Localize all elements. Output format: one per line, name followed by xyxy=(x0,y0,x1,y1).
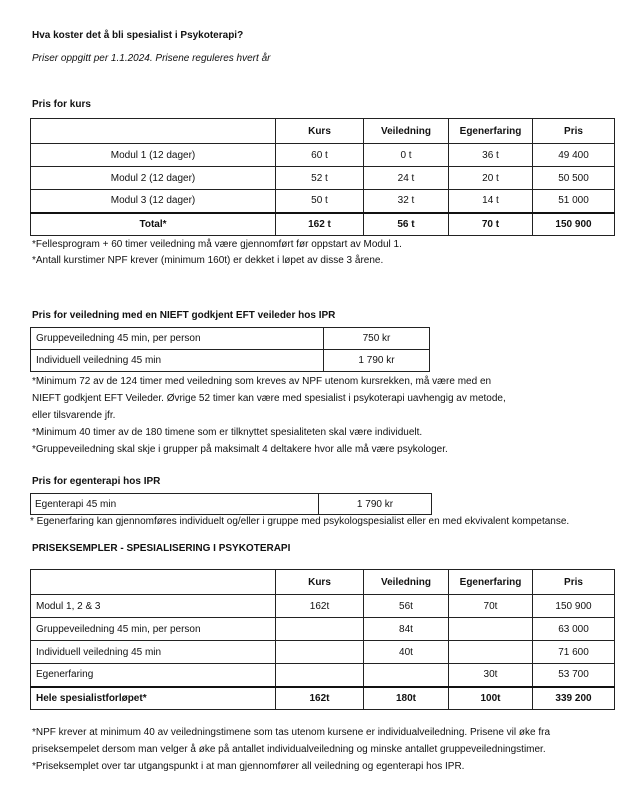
table-cell: 84t xyxy=(364,618,449,641)
header-cell: Pris xyxy=(533,119,615,144)
footnote: *NPF krever at minimum 40 av veiledningstimene som tas utenom kursene er individualveiledning. Prisene vil øke fra xyxy=(32,727,551,738)
header-cell: Kurs xyxy=(276,570,364,595)
table-cell: 1 790 kr xyxy=(319,494,432,515)
table-cell: 52 t xyxy=(276,167,364,190)
table-cell: 53 700 xyxy=(533,664,615,687)
footnote: *Gruppeveiledning skal skje i grupper på maksimalt 4 deltakere hvor alle må være psykologer. xyxy=(32,444,448,455)
table-cell xyxy=(276,618,364,641)
course-price-heading: Pris for kurs xyxy=(32,99,91,110)
table-cell: Gruppeveiledning 45 min, per person xyxy=(31,618,276,641)
table-cell: 36 t xyxy=(449,144,533,167)
table-cell: 60 t xyxy=(276,144,364,167)
table-cell: 30t xyxy=(449,664,533,687)
table-cell: 56t xyxy=(364,595,449,618)
table-cell: Modul 1, 2 & 3 xyxy=(31,595,276,618)
footnote: eller tilsvarende jfr. xyxy=(32,410,116,421)
table-cell xyxy=(276,641,364,664)
table-cell: 162 t xyxy=(276,213,364,236)
table-cell: 40t xyxy=(364,641,449,664)
table-cell: Gruppeveiledning 45 min, per person xyxy=(31,328,324,350)
table-cell: 162t xyxy=(276,595,364,618)
table-cell xyxy=(364,664,449,687)
table-header-row xyxy=(31,570,615,595)
footnote: NIEFT godkjent EFT Veileder. Øvrige 52 timer kan være med spesialist i psykoterapi uavhengig av metode, xyxy=(32,393,506,404)
table-cell: 339 200 xyxy=(533,687,615,710)
table-cell: Hele spesialistforløpet* xyxy=(31,687,276,710)
header-cell: Pris xyxy=(533,570,615,595)
header-cell xyxy=(31,570,276,595)
table-cell xyxy=(276,664,364,687)
table-cell: 70t xyxy=(449,595,533,618)
table-cell: 24 t xyxy=(364,167,449,190)
table-row xyxy=(31,190,615,213)
table-cell: 14 t xyxy=(449,190,533,213)
therapy-price-table xyxy=(30,493,432,515)
table-header-row xyxy=(31,119,615,144)
table-total-row xyxy=(31,687,615,710)
table-total-row xyxy=(31,213,615,236)
header-cell: Egenerfaring xyxy=(449,570,533,595)
footnote: * Egenerfaring kan gjennomføres individuelt og/eller i gruppe med psykologspesialist eller en med ekvivalent kompetanse. xyxy=(30,516,570,527)
table-cell: 100t xyxy=(449,687,533,710)
table-cell: Total* xyxy=(31,213,276,236)
examples-heading: PRISEKSEMPLER - SPESIALISERING I PSYKOTERAPI xyxy=(32,543,291,554)
footnote: *Antall kurstimer NPF krever (minimum 160t) er dekket i løpet av disse 3 årene. xyxy=(32,255,384,266)
header-cell: Kurs xyxy=(276,119,364,144)
footnote: *Fellesprogram + 60 timer veiledning må være gjennomført før oppstart av Modul 1. xyxy=(32,239,402,250)
table-cell xyxy=(449,641,533,664)
table-cell: 32 t xyxy=(364,190,449,213)
table-cell: 150 900 xyxy=(533,595,615,618)
table-cell: 750 kr xyxy=(324,328,430,350)
table-cell: Egenerfaring xyxy=(31,664,276,687)
header-cell xyxy=(31,119,276,144)
table-row xyxy=(31,494,432,515)
table-cell: 50 500 xyxy=(533,167,615,190)
table-cell: Modul 2 (12 dager) xyxy=(31,167,276,190)
table-cell: 0 t xyxy=(364,144,449,167)
table-row xyxy=(31,144,615,167)
table-cell: 162t xyxy=(276,687,364,710)
price-examples-table xyxy=(30,569,615,710)
table-cell: 49 400 xyxy=(533,144,615,167)
table-cell: Individuell veiledning 45 min xyxy=(31,350,324,372)
page-subtitle: Priser oppgitt per 1.1.2024. Prisene reguleres hvert år xyxy=(32,53,271,64)
supervision-price-heading: Pris for veiledning med en NIEFT godkjent EFT veileder hos IPR xyxy=(32,310,336,321)
supervision-price-table xyxy=(30,327,430,372)
footnote: *Minimum 72 av de 124 timer med veiledning som kreves av NPF utenom kursrekken, må være med en xyxy=(32,376,492,387)
table-row xyxy=(31,664,615,687)
table-row xyxy=(31,618,615,641)
therapy-price-heading: Pris for egenterapi hos IPR xyxy=(32,476,161,487)
table-cell: 180t xyxy=(364,687,449,710)
table-cell: 71 600 xyxy=(533,641,615,664)
course-price-table xyxy=(30,118,615,236)
header-cell: Veiledning xyxy=(364,570,449,595)
footnote: *Minimum 40 timer av de 180 timene som er tilknyttet spesialiteten skal være individuelt. xyxy=(32,427,423,438)
footnote: *Priseksemplet over tar utgangspunkt i at man gjennomfører all veiledning og egenterapi hos IPR. xyxy=(32,761,465,772)
header-cell: Egenerfaring xyxy=(449,119,533,144)
page-title: Hva koster det å bli spesialist i Psykoterapi? xyxy=(32,30,244,41)
table-cell: 63 000 xyxy=(533,618,615,641)
table-row xyxy=(31,167,615,190)
table-cell: 50 t xyxy=(276,190,364,213)
table-cell: Egenterapi 45 min xyxy=(31,494,319,515)
table-cell: Individuell veiledning 45 min xyxy=(31,641,276,664)
table-cell: 51 000 xyxy=(533,190,615,213)
table-row xyxy=(31,328,430,350)
table-row xyxy=(31,641,615,664)
table-cell: 70 t xyxy=(449,213,533,236)
table-row xyxy=(31,595,615,618)
header-cell: Veiledning xyxy=(364,119,449,144)
table-cell: Modul 1 (12 dager) xyxy=(31,144,276,167)
table-cell: 1 790 kr xyxy=(324,350,430,372)
table-cell xyxy=(449,618,533,641)
table-cell: Modul 3 (12 dager) xyxy=(31,190,276,213)
footnote: priseksempelet dersom man velger å øke på antallet individualveiledning og minske antallet gruppeveiledningstimer. xyxy=(32,744,546,755)
table-cell: 56 t xyxy=(364,213,449,236)
table-cell: 150 900 xyxy=(533,213,615,236)
table-cell: 20 t xyxy=(449,167,533,190)
table-row xyxy=(31,350,430,372)
